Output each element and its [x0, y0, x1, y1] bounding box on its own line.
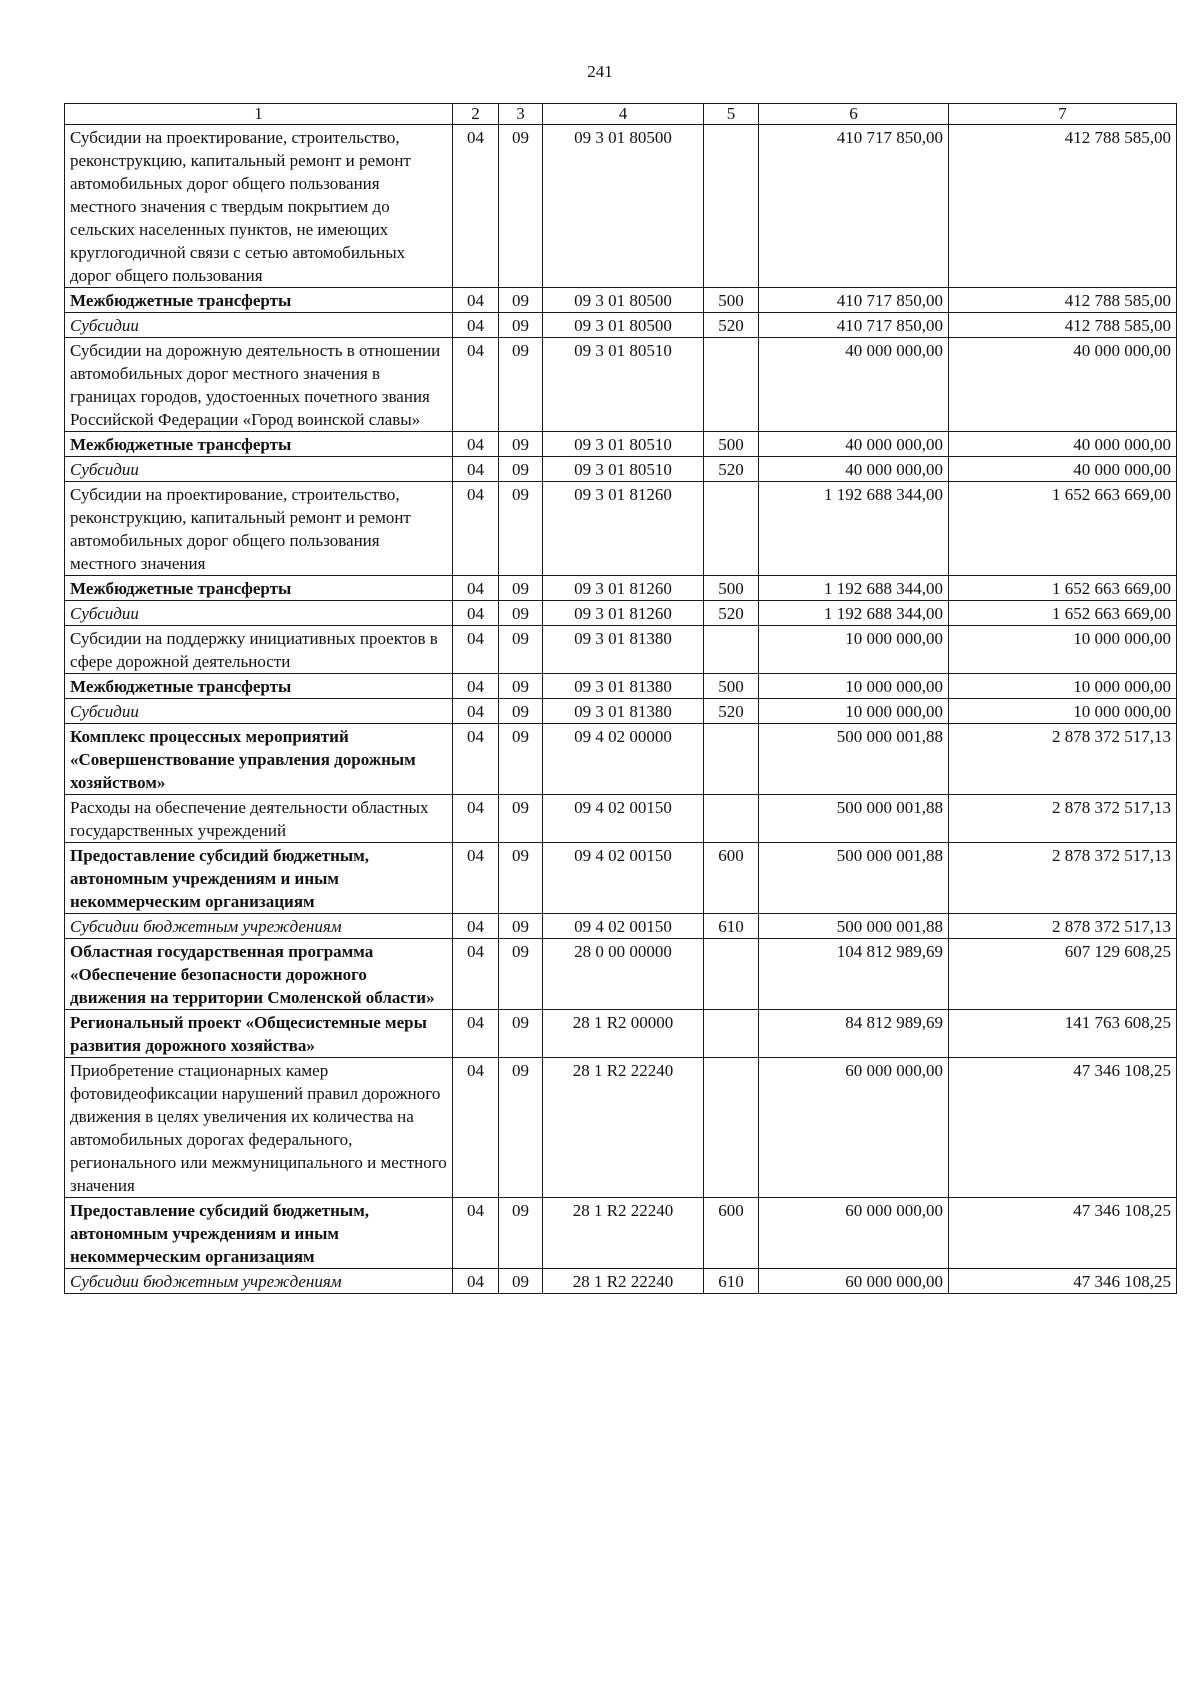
- table-row: [65, 432, 1177, 457]
- expense-type-cell: 520: [704, 699, 759, 724]
- subsection-code-cell: 09: [499, 288, 543, 313]
- amount-year2-cell: 412 788 585,00: [949, 125, 1177, 288]
- expense-name-cell: Расходы на обеспечение деятельности областных государственных учреждений: [65, 795, 453, 843]
- expense-type-cell: 500: [704, 674, 759, 699]
- table-row: [65, 914, 1177, 939]
- expense-type-cell: 610: [704, 1269, 759, 1294]
- section-code-cell: 04: [453, 626, 499, 674]
- amount-year2-cell: 412 788 585,00: [949, 313, 1177, 338]
- amount-year1-cell: 500 000 001,88: [759, 795, 949, 843]
- expense-type-cell: [704, 795, 759, 843]
- expense-name-cell: Субсидии на проектирование, строительство, реконструкцию, капитальный ремонт и ремонт автомобильных дорог общего пользования местного значения с твердым покрытием до сельских населенных пунктов, не имеющих круглогодичной связи с сетью автомобильных дорог общего пользования: [65, 125, 453, 288]
- section-code-cell: 04: [453, 1198, 499, 1269]
- amount-year1-cell: 60 000 000,00: [759, 1058, 949, 1198]
- target-article-cell: 28 1 R2 22240: [543, 1269, 704, 1294]
- subsection-code-cell: 09: [499, 1010, 543, 1058]
- amount-year1-cell: 500 000 001,88: [759, 843, 949, 914]
- expense-name-cell: Субсидии: [65, 313, 453, 338]
- amount-year2-cell: 2 878 372 517,13: [949, 795, 1177, 843]
- amount-year1-cell: 10 000 000,00: [759, 699, 949, 724]
- target-article-cell: 09 4 02 00150: [543, 914, 704, 939]
- expense-name-cell: Субсидии бюджетным учреждениям: [65, 914, 453, 939]
- amount-year2-cell: 40 000 000,00: [949, 338, 1177, 432]
- column-header-4: 4: [543, 104, 704, 125]
- amount-year1-cell: 1 192 688 344,00: [759, 601, 949, 626]
- expense-name-cell: Субсидии на дорожную деятельность в отношении автомобильных дорог местного значения в границах городов, удостоенных почетного звания Российской Федерации «Город воинской славы»: [65, 338, 453, 432]
- amount-year1-cell: 10 000 000,00: [759, 674, 949, 699]
- expense-type-cell: [704, 626, 759, 674]
- expense-type-cell: [704, 1010, 759, 1058]
- subsection-code-cell: 09: [499, 626, 543, 674]
- section-code-cell: 04: [453, 914, 499, 939]
- amount-year2-cell: 2 878 372 517,13: [949, 914, 1177, 939]
- table-row: [65, 457, 1177, 482]
- expense-type-cell: 500: [704, 576, 759, 601]
- amount-year2-cell: 2 878 372 517,13: [949, 724, 1177, 795]
- table-row: [65, 699, 1177, 724]
- amount-year2-cell: 2 878 372 517,13: [949, 843, 1177, 914]
- expense-type-cell: [704, 1058, 759, 1198]
- amount-year2-cell: 10 000 000,00: [949, 699, 1177, 724]
- expense-name-cell: Комплекс процессных мероприятий «Совершенствование управления дорожным хозяйством»: [65, 724, 453, 795]
- amount-year2-cell: 1 652 663 669,00: [949, 576, 1177, 601]
- column-header-2: 2: [453, 104, 499, 125]
- column-header-3: 3: [499, 104, 543, 125]
- target-article-cell: 09 3 01 81380: [543, 674, 704, 699]
- amount-year1-cell: 104 812 989,69: [759, 939, 949, 1010]
- amount-year2-cell: 10 000 000,00: [949, 674, 1177, 699]
- target-article-cell: 09 4 02 00150: [543, 795, 704, 843]
- amount-year2-cell: 47 346 108,25: [949, 1058, 1177, 1198]
- expense-name-cell: Предоставление субсидий бюджетным, автономным учреждениям и иным некоммерческим организациям: [65, 1198, 453, 1269]
- amount-year1-cell: 1 192 688 344,00: [759, 482, 949, 576]
- section-code-cell: 04: [453, 601, 499, 626]
- section-code-cell: 04: [453, 313, 499, 338]
- expense-name-cell: Межбюджетные трансферты: [65, 432, 453, 457]
- target-article-cell: 28 1 R2 00000: [543, 1010, 704, 1058]
- subsection-code-cell: 09: [499, 843, 543, 914]
- table-row: [65, 288, 1177, 313]
- table-row: [65, 795, 1177, 843]
- table-row: [65, 939, 1177, 1010]
- target-article-cell: 09 3 01 80510: [543, 338, 704, 432]
- expense-type-cell: [704, 338, 759, 432]
- subsection-code-cell: 09: [499, 1198, 543, 1269]
- amount-year2-cell: 40 000 000,00: [949, 457, 1177, 482]
- expense-type-cell: [704, 939, 759, 1010]
- budget-table: [64, 103, 1177, 1294]
- amount-year1-cell: 40 000 000,00: [759, 432, 949, 457]
- expense-name-cell: Субсидии на поддержку инициативных проектов в сфере дорожной деятельности: [65, 626, 453, 674]
- expense-name-cell: Межбюджетные трансферты: [65, 288, 453, 313]
- section-code-cell: 04: [453, 288, 499, 313]
- amount-year2-cell: 47 346 108,25: [949, 1198, 1177, 1269]
- amount-year2-cell: 40 000 000,00: [949, 432, 1177, 457]
- expense-name-cell: Предоставление субсидий бюджетным, автономным учреждениям и иным некоммерческим организациям: [65, 843, 453, 914]
- expense-name-cell: Межбюджетные трансферты: [65, 576, 453, 601]
- amount-year1-cell: 40 000 000,00: [759, 457, 949, 482]
- expense-name-cell: Субсидии на проектирование, строительство, реконструкцию, капитальный ремонт и ремонт автомобильных дорог общего пользования местного значения: [65, 482, 453, 576]
- target-article-cell: 28 1 R2 22240: [543, 1058, 704, 1198]
- expense-type-cell: 520: [704, 601, 759, 626]
- subsection-code-cell: 09: [499, 482, 543, 576]
- target-article-cell: 09 3 01 80500: [543, 288, 704, 313]
- table-row: [65, 1058, 1177, 1198]
- section-code-cell: 04: [453, 939, 499, 1010]
- amount-year1-cell: 410 717 850,00: [759, 288, 949, 313]
- subsection-code-cell: 09: [499, 939, 543, 1010]
- amount-year2-cell: 607 129 608,25: [949, 939, 1177, 1010]
- amount-year1-cell: 40 000 000,00: [759, 338, 949, 432]
- expense-type-cell: 600: [704, 1198, 759, 1269]
- table-row: [65, 674, 1177, 699]
- expense-name-cell: Субсидии бюджетным учреждениям: [65, 1269, 453, 1294]
- target-article-cell: 09 3 01 80500: [543, 125, 704, 288]
- amount-year1-cell: 410 717 850,00: [759, 125, 949, 288]
- expense-name-cell: Региональный проект «Общесистемные меры развития дорожного хозяйства»: [65, 1010, 453, 1058]
- table-row: [65, 1010, 1177, 1058]
- table-row: [65, 125, 1177, 288]
- target-article-cell: 09 3 01 81380: [543, 626, 704, 674]
- expense-type-cell: 520: [704, 457, 759, 482]
- expense-name-cell: Субсидии: [65, 457, 453, 482]
- expense-type-cell: [704, 125, 759, 288]
- subsection-code-cell: 09: [499, 457, 543, 482]
- amount-year1-cell: 1 192 688 344,00: [759, 576, 949, 601]
- subsection-code-cell: 09: [499, 576, 543, 601]
- amount-year2-cell: 10 000 000,00: [949, 626, 1177, 674]
- amount-year1-cell: 60 000 000,00: [759, 1269, 949, 1294]
- amount-year1-cell: 500 000 001,88: [759, 914, 949, 939]
- target-article-cell: 09 3 01 81260: [543, 601, 704, 626]
- table-row: [65, 626, 1177, 674]
- target-article-cell: 09 4 02 00000: [543, 724, 704, 795]
- table-row: [65, 724, 1177, 795]
- table-row: [65, 1198, 1177, 1269]
- expense-type-cell: 600: [704, 843, 759, 914]
- target-article-cell: 28 1 R2 22240: [543, 1198, 704, 1269]
- expense-type-cell: 520: [704, 313, 759, 338]
- target-article-cell: 09 3 01 80510: [543, 457, 704, 482]
- section-code-cell: 04: [453, 795, 499, 843]
- target-article-cell: 09 3 01 81260: [543, 576, 704, 601]
- section-code-cell: 04: [453, 125, 499, 288]
- subsection-code-cell: 09: [499, 432, 543, 457]
- amount-year2-cell: 141 763 608,25: [949, 1010, 1177, 1058]
- amount-year1-cell: 500 000 001,88: [759, 724, 949, 795]
- section-code-cell: 04: [453, 1010, 499, 1058]
- amount-year1-cell: 410 717 850,00: [759, 313, 949, 338]
- table-row: [65, 601, 1177, 626]
- amount-year1-cell: 84 812 989,69: [759, 1010, 949, 1058]
- subsection-code-cell: 09: [499, 313, 543, 338]
- target-article-cell: 09 3 01 80500: [543, 313, 704, 338]
- section-code-cell: 04: [453, 432, 499, 457]
- subsection-code-cell: 09: [499, 795, 543, 843]
- subsection-code-cell: 09: [499, 674, 543, 699]
- expense-name-cell: Межбюджетные трансферты: [65, 674, 453, 699]
- column-header-6: 6: [759, 104, 949, 125]
- amount-year2-cell: 1 652 663 669,00: [949, 482, 1177, 576]
- column-number-row: [65, 104, 1177, 125]
- section-code-cell: 04: [453, 674, 499, 699]
- section-code-cell: 04: [453, 457, 499, 482]
- expense-name-cell: Субсидии: [65, 601, 453, 626]
- column-header-5: 5: [704, 104, 759, 125]
- amount-year1-cell: 10 000 000,00: [759, 626, 949, 674]
- table-row: [65, 338, 1177, 432]
- target-article-cell: 09 3 01 80510: [543, 432, 704, 457]
- section-code-cell: 04: [453, 1269, 499, 1294]
- amount-year2-cell: 47 346 108,25: [949, 1269, 1177, 1294]
- expense-name-cell: Субсидии: [65, 699, 453, 724]
- subsection-code-cell: 09: [499, 1058, 543, 1198]
- expense-type-cell: 500: [704, 288, 759, 313]
- column-header-1: 1: [65, 104, 453, 125]
- section-code-cell: 04: [453, 724, 499, 795]
- subsection-code-cell: 09: [499, 125, 543, 288]
- expense-name-cell: Приобретение стационарных камер фотовидеофиксации нарушений правил дорожного движения в целях увеличения их количества на автомобильных дорогах федерального, регионального или межмуниципального и местного значения: [65, 1058, 453, 1198]
- target-article-cell: 28 0 00 00000: [543, 939, 704, 1010]
- target-article-cell: 09 4 02 00150: [543, 843, 704, 914]
- amount-year2-cell: 412 788 585,00: [949, 288, 1177, 313]
- amount-year1-cell: 60 000 000,00: [759, 1198, 949, 1269]
- subsection-code-cell: 09: [499, 914, 543, 939]
- subsection-code-cell: 09: [499, 1269, 543, 1294]
- table-row: [65, 313, 1177, 338]
- section-code-cell: 04: [453, 699, 499, 724]
- expense-type-cell: [704, 482, 759, 576]
- column-header-7: 7: [949, 104, 1177, 125]
- subsection-code-cell: 09: [499, 601, 543, 626]
- table-row: [65, 482, 1177, 576]
- table-row: [65, 1269, 1177, 1294]
- subsection-code-cell: 09: [499, 724, 543, 795]
- section-code-cell: 04: [453, 338, 499, 432]
- expense-type-cell: 500: [704, 432, 759, 457]
- table-row: [65, 576, 1177, 601]
- target-article-cell: 09 3 01 81380: [543, 699, 704, 724]
- expense-type-cell: [704, 724, 759, 795]
- section-code-cell: 04: [453, 843, 499, 914]
- page-number: 241: [587, 62, 613, 81]
- subsection-code-cell: 09: [499, 699, 543, 724]
- table-row: [65, 843, 1177, 914]
- section-code-cell: 04: [453, 1058, 499, 1198]
- section-code-cell: 04: [453, 576, 499, 601]
- section-code-cell: 04: [453, 482, 499, 576]
- amount-year2-cell: 1 652 663 669,00: [949, 601, 1177, 626]
- expense-type-cell: 610: [704, 914, 759, 939]
- target-article-cell: 09 3 01 81260: [543, 482, 704, 576]
- expense-name-cell: Областная государственная программа «Обеспечение безопасности дорожного движения на территории Смоленской области»: [65, 939, 453, 1010]
- subsection-code-cell: 09: [499, 338, 543, 432]
